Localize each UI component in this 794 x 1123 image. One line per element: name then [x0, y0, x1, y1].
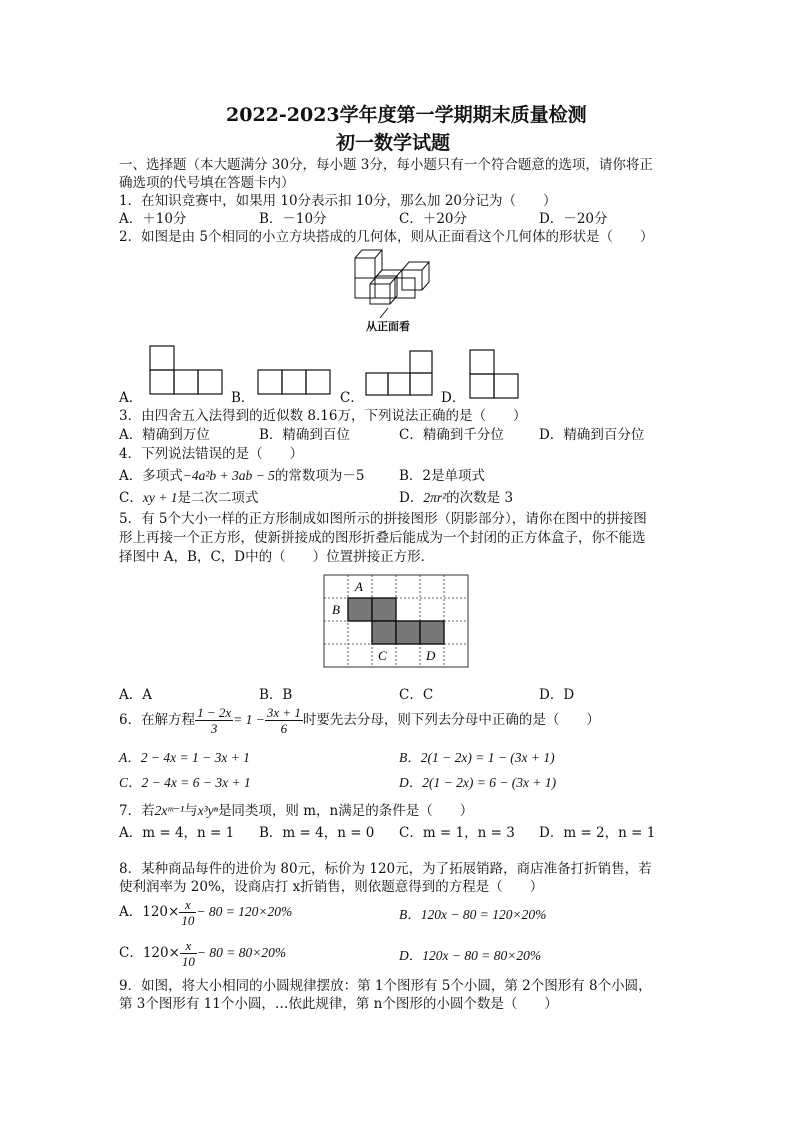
q5-line3: 择图中 A，B，C，D中的（ ）位置拼接正方形． [119, 549, 435, 565]
q7-option-a: A．m = 4，n = 1 [119, 825, 235, 841]
q1-option-a: A．＋10分 [119, 211, 187, 227]
q7-option-c: C．m = 1，n = 3 [399, 825, 515, 841]
page-title: 2022-2023学年度第一学期期末质量检测 [226, 104, 587, 126]
q6-fraction-1 [195, 705, 233, 736]
q5-line1: 5．有 5个大小一样的正方形制成如图所示的拼接图形（阴影部分），请你在图中的拼接图 [119, 511, 647, 527]
q2-option-c-label: C． [340, 390, 364, 406]
q2-option-b-label: B． [231, 390, 255, 406]
q5-line2: 形上再接一个正方形，使新拼接成的图形折叠后能成为一个封闭的正方体盒子，你不能选 [119, 530, 646, 546]
q4-stem: 4．下列说法错误的是（ ） [119, 446, 304, 462]
q2-option-d-shape [468, 348, 522, 398]
q8-option-c-num: x [180, 938, 197, 954]
q6-fraction-1-den: 3 [210, 721, 218, 736]
q4-option-d [399, 486, 513, 506]
q6-option-b: B．2(1 − 2x) = 1 − (3x + 1) [399, 750, 555, 765]
q7-term-1: 2xᵐ⁻¹ [154, 803, 185, 818]
q8-option-a-fraction [179, 897, 196, 928]
q7-stem-pre: 7．若 [119, 803, 155, 819]
q9-line1: 9．如图，将大小相同的小圆规律摆放：第 1个图形有 5个小圆，第 2个图形有 8个小圆， [119, 978, 652, 994]
q8-option-b: B．120x − 80 = 120×20% [399, 907, 547, 922]
q2-option-a-label: A． [119, 390, 143, 406]
q4-option-c-math: xy + 1 [142, 490, 178, 505]
q4-option-c-post: 是二次二项式 [177, 490, 259, 506]
q4-option-a [119, 464, 364, 484]
q3-option-a: A．精确到万位 [119, 427, 210, 443]
q8-option-a [119, 894, 292, 930]
q6-option-d: D．2(1 − 2x) = 6 − (3x + 1) [399, 775, 557, 790]
q8-line2: 使利润率为 20%，设商店打 x折销售，则依题意得到的方程是（ ） [119, 879, 544, 895]
q7-term-2: x³yⁿ [197, 803, 218, 818]
q8-option-a-num: x [179, 897, 196, 913]
q3-option-b: B．精确到百位 [259, 427, 350, 443]
q5-grid-label-a: A [355, 579, 363, 594]
q5-grid-label-c: C [378, 648, 387, 663]
q2-stem: 2．如图是由 5个相同的小立方块搭成的几何体，则从正面看这个几何体的形状是（ ） [119, 229, 654, 245]
q5-grid-figure [322, 573, 472, 669]
q6-fraction-2-den: 6 [280, 721, 288, 736]
q2-option-c-shape [364, 349, 436, 397]
q8-option-a-post: − 80 = 120×20% [196, 904, 293, 919]
q8-option-c [119, 935, 286, 971]
q4-option-c-pre: C． [119, 490, 143, 506]
q1-option-b: B．－10分 [259, 211, 327, 227]
q5-option-c: C．C [399, 687, 434, 703]
q8-option-d: D．120x − 80 = 80×20% [399, 948, 542, 963]
q2-cube-figure [350, 244, 440, 314]
q5-grid-label-d: D [426, 648, 436, 663]
section-intro-line2: 确选项的代号填在答题卡内） [119, 175, 295, 191]
q1-option-c: C．＋20分 [399, 211, 468, 227]
q1-option-d: D．－20分 [539, 211, 608, 227]
q4-option-d-post: 的次数是 3 [446, 490, 514, 506]
q4-option-a-math: −4a²b + 3ab − 5 [182, 468, 275, 483]
q7-stem [119, 799, 473, 819]
q2-option-d-label: D． [441, 390, 466, 406]
q2-option-a-shape [148, 344, 228, 394]
q6-stem [119, 702, 600, 738]
q3-stem: 3．由四舍五入法得到的近似数 8.16万，下列说法正确的是（ ） [119, 408, 527, 424]
q7-option-d: D．m = 2，n = 1 [539, 825, 656, 841]
q5-option-d: D．D [539, 687, 575, 703]
q6-stem-pre: 6．在解方程 [119, 712, 196, 728]
q4-option-b: B．2是单项式 [399, 468, 486, 484]
q8-option-c-fraction [180, 938, 197, 969]
q5-option-b: B．B [259, 687, 293, 703]
q7-mid: 与 [184, 803, 198, 819]
q2-option-b-shape [256, 368, 336, 396]
q7-stem-post: 是同类项，则 m，n满足的条件是（ ） [217, 803, 474, 819]
q4-option-a-post: 的常数项为－5 [274, 468, 365, 484]
q9-line2: 第 3个图形有 11个小圆，…依此规律，第 n个图形的小圆个数是（ ） [119, 996, 558, 1012]
q8-option-a-den: 10 [181, 913, 195, 928]
q8-option-a-pre: A．120× [119, 904, 180, 920]
q1-stem: 1．在知识竞赛中，如果用 10分表示扣 10分，那么加 20分记为（ ） [119, 193, 557, 209]
q6-fraction-2-num: 3x + 1 [266, 705, 301, 720]
q8-line1: 8．某种商品每件的进价为 80元，标价为 120元，为了拓展销路，商店准备打折销售，若 [119, 861, 652, 877]
q4-option-a-pre: A．多项式 [119, 468, 183, 484]
q6-option-c: C．2 − 4x = 6 − 3x + 1 [119, 775, 251, 790]
q5-grid-label-b: B [332, 602, 340, 617]
q6-mid: = 1 − [233, 712, 265, 727]
section-intro-line1: 一、选择题（本大题满分 30分，每小题 3分，每小题只有一个符合题意的选项，请你将正 [119, 157, 653, 173]
q6-option-a: A．2 − 4x = 1 − 3x + 1 [119, 750, 250, 765]
q2-figure-caption: 从正面看 [366, 320, 410, 333]
page-subtitle: 初一数学试题 [336, 132, 451, 154]
q7-option-b: B．m = 4，n = 0 [259, 825, 375, 841]
q6-stem-post: 时要先去分母，则下列去分母中正确的是（ ） [302, 712, 600, 728]
q6-fraction-2 [265, 705, 303, 736]
q4-option-d-pre: D． [399, 490, 424, 506]
q8-option-c-den: 10 [181, 954, 195, 969]
q4-option-c [119, 486, 258, 506]
q4-option-d-math: 2πr² [423, 490, 447, 505]
q8-option-c-post: − 80 = 80×20% [196, 945, 287, 960]
q3-option-c: C．精确到千分位 [399, 427, 504, 443]
q3-option-d: D．精确到百分位 [539, 427, 645, 443]
q8-option-c-pre: C．120× [119, 945, 180, 961]
q6-fraction-1-num: 1 − 2x [197, 705, 232, 720]
q5-option-a: A．A [119, 687, 152, 703]
